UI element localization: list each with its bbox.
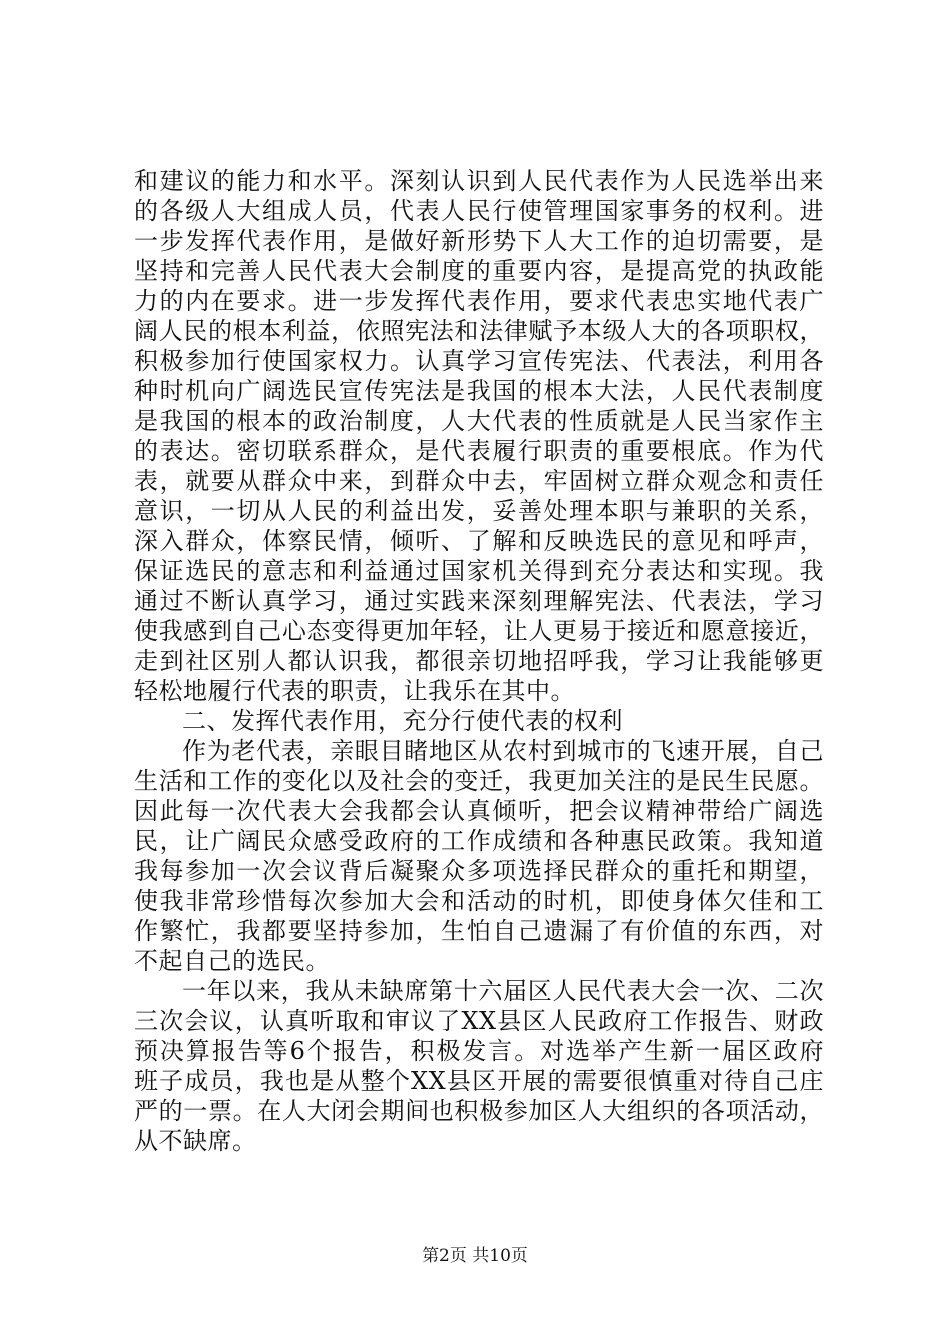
text-line: 从不缺席。 [134, 1127, 257, 1155]
text-line: 积极参加行使国家权力。认真学习宣传宪法、代表法，利用各 [134, 347, 824, 375]
section-heading: 二、发挥代表作用，充分行使代表的权利 [182, 707, 623, 735]
text-line: 和建议的能力和水平。深刻认识到人民代表作为人民选举出来 [134, 167, 824, 195]
text-line: 阔人民的根本利益，依照宪法和法律赋予本级人大的各项职权， [134, 317, 824, 345]
text-line: 不起自己的选民。 [134, 947, 330, 975]
text-line: 深入群众，体察民情，倾听、了解和反映选民的意见和呼声， [134, 527, 824, 555]
text-line: 严的一票。在人大闭会期间也积极参加区人大组织的各项活动， [134, 1097, 824, 1125]
text-line: 意识，一切从人民的利益出发，妥善处理本职与兼职的关系， [134, 497, 824, 525]
text-line: 一年以来，我从未缺席第十六届区人民代表大会一次、二次 [182, 977, 824, 1005]
text-line: 民，让广阔民众感受政府的工作成绩和各种惠民政策。我知道 [134, 827, 824, 855]
text-line: 轻松地履行代表的职责，让我乐在其中。 [134, 677, 575, 705]
text-line: 一步发挥代表作用，是做好新形势下人大工作的迫切需要，是 [134, 227, 824, 255]
text-line: 使我非常珍惜每次参加大会和活动的时机，即使身体欠佳和工 [134, 887, 824, 915]
text-line: 使我感到自己心态变得更加年轻，让人更易于接近和愿意接近， [134, 617, 824, 645]
text-line: 班子成员，我也是从整个XX县区开展的需要很慎重对待自己庄 [134, 1067, 824, 1095]
text-line: 预决算报告等6个报告，积极发言。对选举产生新一届区政府 [134, 1037, 824, 1065]
text-line: 坚持和完善人民代表大会制度的重要内容，是提高党的执政能 [134, 257, 824, 285]
text-line: 生活和工作的变化以及社会的变迁，我更加关注的是民生民愿。 [134, 767, 824, 795]
text-line: 通过不断认真学习，通过实践来深刻理解宪法、代表法，学习 [134, 587, 824, 615]
text-line: 因此每一次代表大会我都会认真倾听，把会议精神带给广阔选 [134, 797, 824, 825]
text-line: 三次会议，认真听取和审议了XX县区人民政府工作报告、财政 [134, 1007, 824, 1035]
text-line: 走到社区别人都认识我，都很亲切地招呼我，学习让我能够更 [134, 647, 824, 675]
document-body [134, 166, 824, 1156]
text-line: 表，就要从群众中来，到群众中去，牢固树立群众观念和责任 [134, 467, 824, 495]
text-line: 是我国的根本的政治制度，人大代表的性质就是人民当家作主 [134, 407, 824, 435]
text-line: 的表达。密切联系群众，是代表履行职责的重要根底。作为代 [134, 437, 824, 465]
text-line: 种时机向广阔选民宣传宪法是我国的根本大法，人民代表制度 [134, 377, 824, 405]
page-indicator: 第2页 共10页 [422, 1246, 528, 1266]
text-line: 的各级人大组成人员，代表人民行使管理国家事务的权利。进 [134, 197, 824, 225]
text-line: 作繁忙，我都要坚持参加，生怕自己遗漏了有价值的东西，对 [134, 917, 824, 945]
text-line: 力的内在要求。进一步发挥代表作用，要求代表忠实地代表广 [134, 287, 824, 315]
text-line: 保证选民的意志和利益通过国家机关得到充分表达和实现。我 [134, 557, 824, 585]
text-line: 我每参加一次会议背后凝聚众多项选择民群众的重托和期望， [134, 857, 824, 885]
text-line: 作为老代表，亲眼目睹地区从农村到城市的飞速开展，自己 [182, 737, 824, 765]
